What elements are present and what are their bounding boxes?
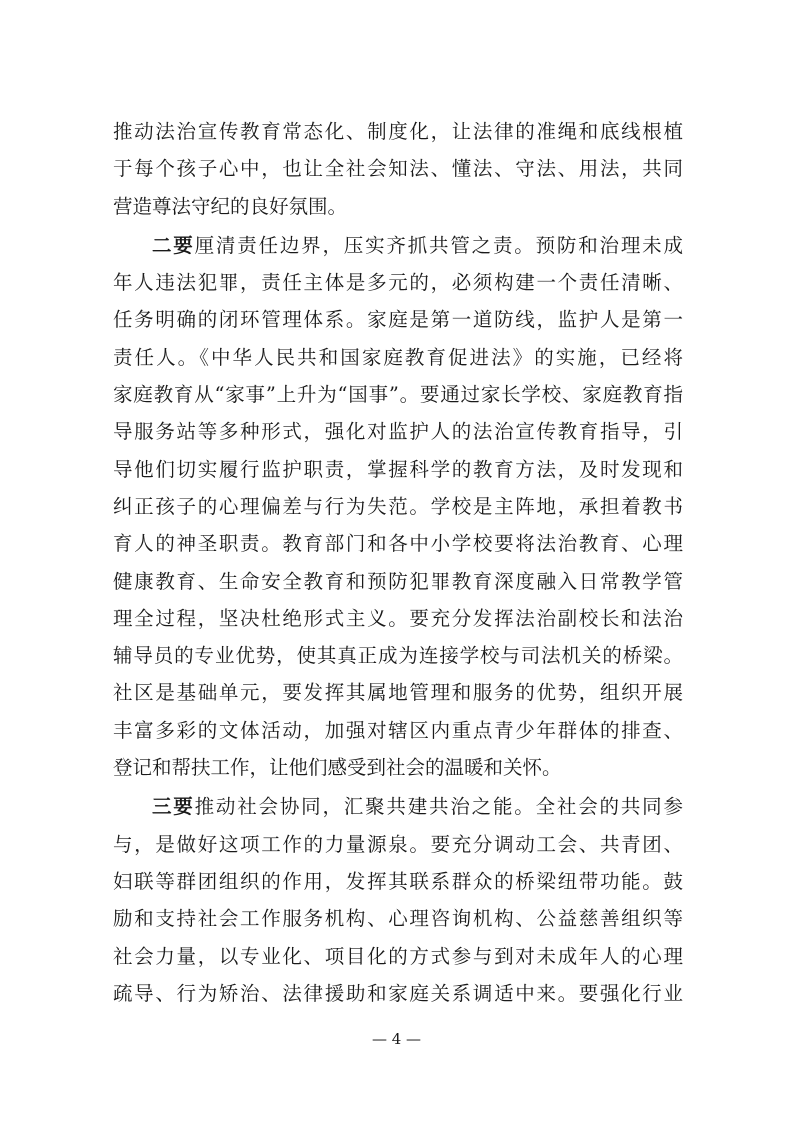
text-line: 与，是做好这项工作的力量源泉。要充分调动工会、共青团、 bbox=[113, 832, 683, 856]
text-line: 育人的神圣职责。教育部门和各中小学校要将法治教育、心理 bbox=[113, 532, 683, 556]
paragraph bbox=[113, 788, 683, 1012]
text-line: 社会力量，以专业化、项目化的方式参与到对未成年人的心理 bbox=[113, 944, 683, 968]
text-line: 辅导员的专业优势，使其真正成为连接学校与司法机关的桥梁。 bbox=[113, 644, 683, 668]
text-span: 推动社会协同，汇聚共建共治之能。全社会的共同参 bbox=[194, 795, 683, 819]
text-line: 社区是基础单元，要发挥其属地管理和服务的优势，组织开展 bbox=[113, 681, 683, 705]
text-line: 责任人。《中华人民共和国家庭教育促进法》的实施，已经将 bbox=[113, 345, 683, 369]
text-line: 登记和帮扶工作，让他们感受到社会的温暖和关怀。 bbox=[113, 756, 562, 780]
text-line: 营造尊法守纪的良好氛围。 bbox=[113, 194, 348, 218]
text-line: 导服务站等多种形式，强化对监护人的法治宣传教育指导，引 bbox=[113, 420, 683, 444]
text-line: 纠正孩子的心理偏差与行为失范。学校是主阵地，承担着教书 bbox=[113, 494, 683, 518]
text-line: 妇联等群团组织的作用，发挥其联系群众的桥梁纽带功能。鼓 bbox=[113, 869, 683, 893]
paragraph bbox=[113, 227, 683, 786]
text-line: 推动法治宣传教育常态化、制度化，让法律的准绳和底线根植 bbox=[113, 120, 683, 143]
text-line bbox=[113, 788, 683, 825]
document-body bbox=[113, 113, 683, 1012]
text-line: 导他们切实履行监护职责，掌握科学的教育方法，及时发现和 bbox=[113, 457, 683, 481]
text-line: 丰富多彩的文体活动，加强对辖区内重点青少年群体的排查、 bbox=[113, 718, 683, 742]
text-span: 厘清责任边界，压实齐抓共管之责。预防和治理未成 bbox=[194, 233, 683, 257]
text-line: 理全过程，坚决杜绝形式主义。要充分发挥法治副校长和法治 bbox=[113, 606, 683, 630]
paragraph bbox=[113, 113, 683, 225]
text-line bbox=[113, 227, 683, 264]
text-line: 于每个孩子心中，也让全社会知法、懂法、守法、用法，共同 bbox=[113, 157, 683, 181]
text-line: 年人违法犯罪，责任主体是多元的，必须构建一个责任清晰、 bbox=[113, 271, 683, 295]
text-line: 励和支持社会工作服务机构、心理咨询机构、公益慈善组织等 bbox=[113, 907, 683, 931]
page-number: — 4 — bbox=[371, 1030, 422, 1048]
text-line: 任务明确的闭环管理体系。家庭是第一道防线，监护人是第一 bbox=[113, 308, 683, 332]
text-line: 家庭教育从“家事”上升为“国事”。要通过家长学校、家庭教育指 bbox=[113, 383, 683, 407]
paragraph-lead: 三要 bbox=[152, 795, 195, 819]
text-line: 疏导、行为矫治、法律援助和家庭关系调适中来。要强化行业 bbox=[113, 981, 683, 1005]
text-line: 健康教育、生命安全教育和预防犯罪教育深度融入日常教学管 bbox=[113, 569, 683, 593]
paragraph-lead: 二要 bbox=[152, 233, 195, 257]
